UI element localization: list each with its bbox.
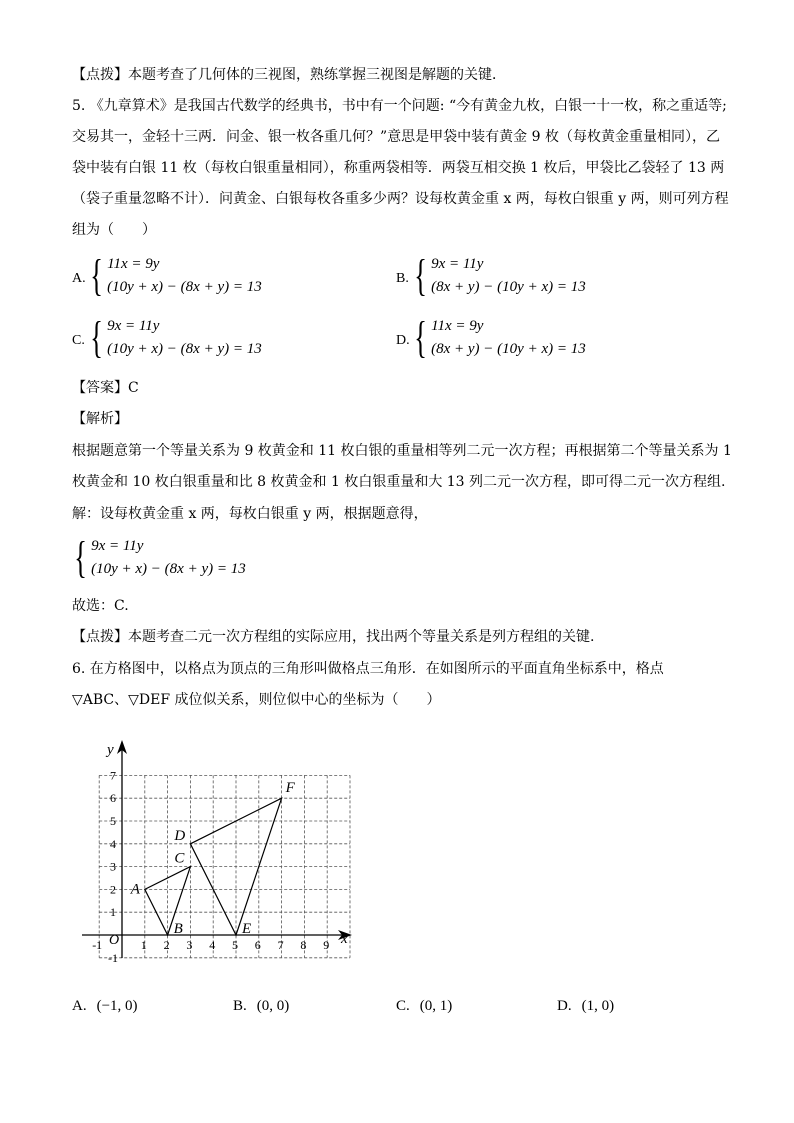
- q5-solution-system: [70, 535, 246, 581]
- point-label-d: D: [174, 827, 186, 844]
- brace-icon: {: [414, 313, 427, 362]
- q6-option-d-value: (1, 0): [581, 998, 615, 1014]
- q6-option-c[interactable]: [396, 998, 452, 1015]
- y-tick-label: 6: [110, 791, 116, 806]
- q5-tip: 【点拨】本题考查二元一次方程组的实际应用，找出两个等量关系是列方程组的关键.: [72, 629, 595, 645]
- q5-stem-line-1: 5. 《九章算术》是我国古代数学的经典书，书中有一个问题: “今有黄金九枚，白银一十一枚，称之重适等;: [72, 98, 727, 114]
- y-tick-label: 3: [110, 859, 116, 874]
- y-axis-label: y: [107, 742, 114, 758]
- q6-option-c-value: (0, 1): [419, 998, 453, 1014]
- q6-option-b-value: (0, 0): [256, 998, 290, 1014]
- point-label-b: B: [173, 921, 183, 937]
- x-tick-label: -1: [92, 938, 103, 952]
- q6-option-c-label: C.: [396, 998, 410, 1014]
- q6-option-a-label: A.: [72, 998, 87, 1014]
- x-tick-label: 9: [323, 938, 330, 952]
- x-tick-labels: [92, 938, 329, 952]
- q5-option-b-eq1: 9x = 11y: [431, 256, 484, 272]
- q6-stem-line-2: ▽ABC、▽DEF 成位似关系，则位似中心的坐标为（ ）: [72, 692, 441, 708]
- q5-option-c-eq1: 9x = 11y: [107, 318, 160, 334]
- q5-option-d[interactable]: [410, 315, 586, 361]
- q5-answer: 【答案】C: [72, 380, 139, 396]
- q5-option-d-label: D.: [396, 333, 410, 348]
- x-tick-label: 3: [186, 938, 193, 952]
- q6-option-b[interactable]: [233, 998, 289, 1015]
- q5-option-b-label: B.: [396, 271, 409, 286]
- q5-option-a-label: A.: [72, 271, 86, 286]
- q5-option-d-eq1: 11x = 9y: [431, 318, 484, 334]
- q5-analysis-line-3: 解：设每枚黄金重 x 两，每枚白银重 y 两，根据题意得，: [72, 506, 428, 522]
- q6-option-a[interactable]: [72, 998, 138, 1015]
- q6-option-a-value: (−1, 0): [96, 998, 138, 1014]
- q5-choose: 故选：C.: [72, 598, 129, 614]
- origin-label: O: [109, 933, 120, 948]
- q5-option-b-eq2: (8x + y) − (10y + x) = 13: [431, 279, 586, 295]
- q5-analysis-line-2: 枚黄金和 10 枚白银重量和比 8 枚黄金和 1 枚白银重量和大 13 列二元一次方程，即可得二元一次方程组.: [72, 474, 726, 490]
- q6-stem-line-1: 6. 在方格图中，以格点为顶点的三角形叫做格点三角形．在如图所示的平面直角坐标系中，格点: [72, 661, 664, 677]
- coordinate-figure: [80, 738, 360, 968]
- brace-icon: {: [74, 533, 87, 582]
- q5-analysis-line-1: 根据题意第一个等量关系为 9 枚黄金和 11 枚白银的重量相等列二元一次方程；再根据第二个等量关系为 1: [72, 443, 732, 459]
- x-tick-label: 6: [254, 938, 261, 952]
- grid-lines: [99, 775, 350, 957]
- brace-icon: {: [90, 313, 103, 362]
- q5-option-a-eq1: 11x = 9y: [107, 256, 160, 272]
- q5-stem-line-5: 组为（ ）: [72, 222, 156, 238]
- x-tick-label: 2: [163, 938, 170, 952]
- q6-option-b-label: B.: [233, 998, 247, 1014]
- x-axis-label: x: [341, 931, 348, 947]
- point-label-e: E: [242, 921, 252, 937]
- y-tick-label: 7: [110, 768, 116, 783]
- brace-icon: {: [414, 251, 427, 300]
- q5-option-c-eq2: (10y + x) − (8x + y) = 13: [107, 341, 262, 357]
- point-label-a: A: [130, 881, 140, 898]
- q4-tip: 【点拨】本题考查了几何体的三视图，熟练掌握三视图是解题的关键．: [72, 67, 506, 83]
- y-tick-label: 1: [110, 905, 116, 920]
- q5-stem-line-4: （袋子重量忽略不计）．问黄金、白银每枚各重多少两？设每枚黄金重 x 两，每枚白银重 y 两，则可列方程: [72, 191, 729, 207]
- q5-option-d-eq2: (8x + y) − (10y + x) = 13: [431, 341, 586, 357]
- x-tick-label: 4: [209, 938, 216, 952]
- q5-stem-line-3: 袋中装有白银 11 枚（每枚白银重量相同），称重两袋相等．两袋互相交换 1 枚后，甲袋比乙袋轻了 13 两: [72, 160, 725, 176]
- point-label-c: C: [174, 850, 185, 867]
- x-tick-label: 5: [232, 938, 238, 952]
- x-tick-label: 8: [300, 938, 307, 952]
- q5-option-c[interactable]: [86, 315, 262, 361]
- q5-analysis-title: 【解析】: [72, 411, 128, 427]
- brace-icon: {: [90, 251, 103, 300]
- q5-solution-eq1: 9x = 11y: [91, 538, 144, 554]
- y-tick-label: 2: [110, 882, 116, 897]
- x-tick-label: 1: [140, 938, 147, 952]
- point-label-f: F: [285, 780, 295, 797]
- q5-option-c-label: C.: [72, 333, 85, 348]
- q5-option-b[interactable]: [410, 253, 586, 299]
- q5-option-a-eq2: (10y + x) − (8x + y) = 13: [107, 279, 262, 295]
- q6-option-d[interactable]: [557, 998, 614, 1015]
- q5-stem-line-2: 交易其一，金轻十三两．问金、银一枚各重几何？”意思是甲袋中装有黄金 9 枚（每枚黄金重量相同），乙: [72, 129, 720, 145]
- x-tick-label: 7: [277, 938, 284, 952]
- y-tick-label: 4: [110, 836, 116, 851]
- q5-option-a[interactable]: [86, 253, 262, 299]
- y-tick-label: 5: [110, 814, 116, 828]
- y-tick-label: -1: [108, 950, 118, 965]
- q6-option-d-label: D.: [557, 998, 572, 1014]
- q5-solution-eq2: (10y + x) − (8x + y) = 13: [91, 561, 246, 577]
